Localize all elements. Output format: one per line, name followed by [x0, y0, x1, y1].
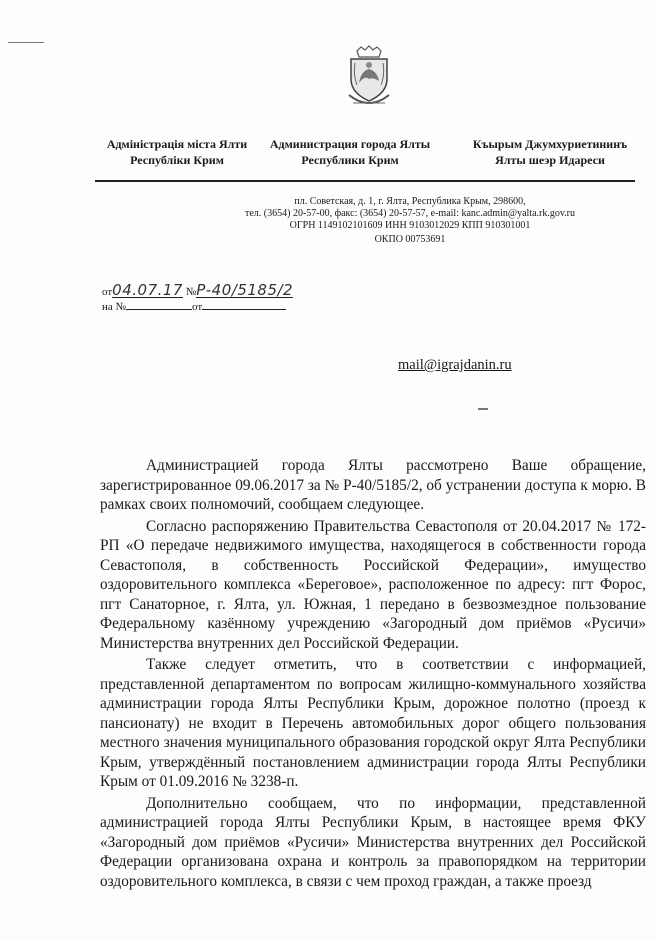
recipient-email: mail@igrajdanin.ru [398, 357, 512, 373]
requisites-okpo: ОКПО 00753691 [374, 234, 446, 245]
reply-from-label: от [192, 301, 203, 313]
header-divider [95, 180, 635, 182]
body-paragraph-2: Согласно распоряжению Правительства Севастополя от 20.04.2017 № 172-РП «О передаче недвижимого имущества, находящегося в собственности города Севастополя, в собственность Российской Федерации», имущество оздоровительного комплекса «Береговое», расположенное по адресу: пгт Форос, пгт Санаторное, г. Ялта, ул. Южная, 1 передано в безвозмездное пользование Федеральному казённому учреждению «Загородный дом приёмов «Русичи» Министерства внутренних дел Российской Федерации. [100, 517, 646, 652]
reply-date-blank [202, 309, 286, 310]
requisites-address: пл. Советская, д. 1, г. Ялта, Республика Крым, 298600, [294, 196, 526, 207]
ref-number-label: № [185, 286, 197, 298]
header-ru-line1: Администрация города Ялты [269, 137, 431, 151]
incoming-reference [102, 301, 286, 314]
scan-artifact-2 [478, 408, 488, 410]
header-org-ukrainian [92, 136, 262, 168]
ref-number: Р-40/5185/2 [196, 281, 294, 299]
body-paragraph-4: Дополнительно сообщаем, что по информации, представленной администрацией города Ялты Республики Крым, в настоящее время ФКУ «Загородный дом приёмов «Русичи» Министерства внутренних дел Российской Федерации организована охрана и контроль за правопорядком на территории оздоровительного комплекса, в связи с чем проход граждан, а также проезд [100, 794, 646, 890]
requisites-contacts: тел. (3654) 20-57-00, факс: (3654) 20-57-57, e-mail: kanc.admin@yalta.rk.gov.ru [244, 208, 576, 219]
header-ua-line1: Адміністрація міста Ялти [106, 137, 248, 151]
header-crh-line2: Ялты шеэр Идареси [495, 153, 605, 167]
body-paragraph-3: Также следует отметить, что в соответствии с информацией, представленной департаментом по вопросам жилищно-коммунального хозяйства администрации города Ялты Республики Крым, дорожное полотно (проезд к пансионату) не входит в Перечень автомобильных дорог общего пользования местного значения муниципального образования городской округ Ялта Республики Крым, утверждённый постановлением администрации города Ялты Республики Крым от 01.09.2016 № 3238-п. [100, 656, 646, 790]
requisites-ids: ОГРН 1149102101609 ИНН 9103012029 КПП 910301001 [289, 220, 531, 231]
scan-artifact [8, 42, 44, 43]
ref-from-label: от [102, 286, 113, 298]
ref-date: 04.07.17 [112, 281, 183, 299]
reply-number-label: на № [102, 301, 127, 313]
body-paragraph-1: Администрацией города Ялты рассмотрено Ваше обращение, зарегистрированное 09.06.2017 за № Р-40/5185/2, об устранении доступа к морю. В рамках своих полномочий, сообщаем следующее. [100, 457, 646, 513]
header-org-crimean-tatar [445, 136, 655, 168]
header-ru-line2: Республики Крим [301, 153, 399, 167]
header-ua-line2: Республіки Крим [130, 153, 224, 167]
reply-number-blank [126, 309, 192, 310]
letter-body [100, 456, 646, 893]
header-crh-line1: Къырым Джумхуриетининъ [472, 137, 628, 151]
outgoing-reference [102, 281, 294, 299]
crimea-coat-of-arms-icon [345, 45, 393, 111]
header-org-russian [255, 136, 445, 168]
